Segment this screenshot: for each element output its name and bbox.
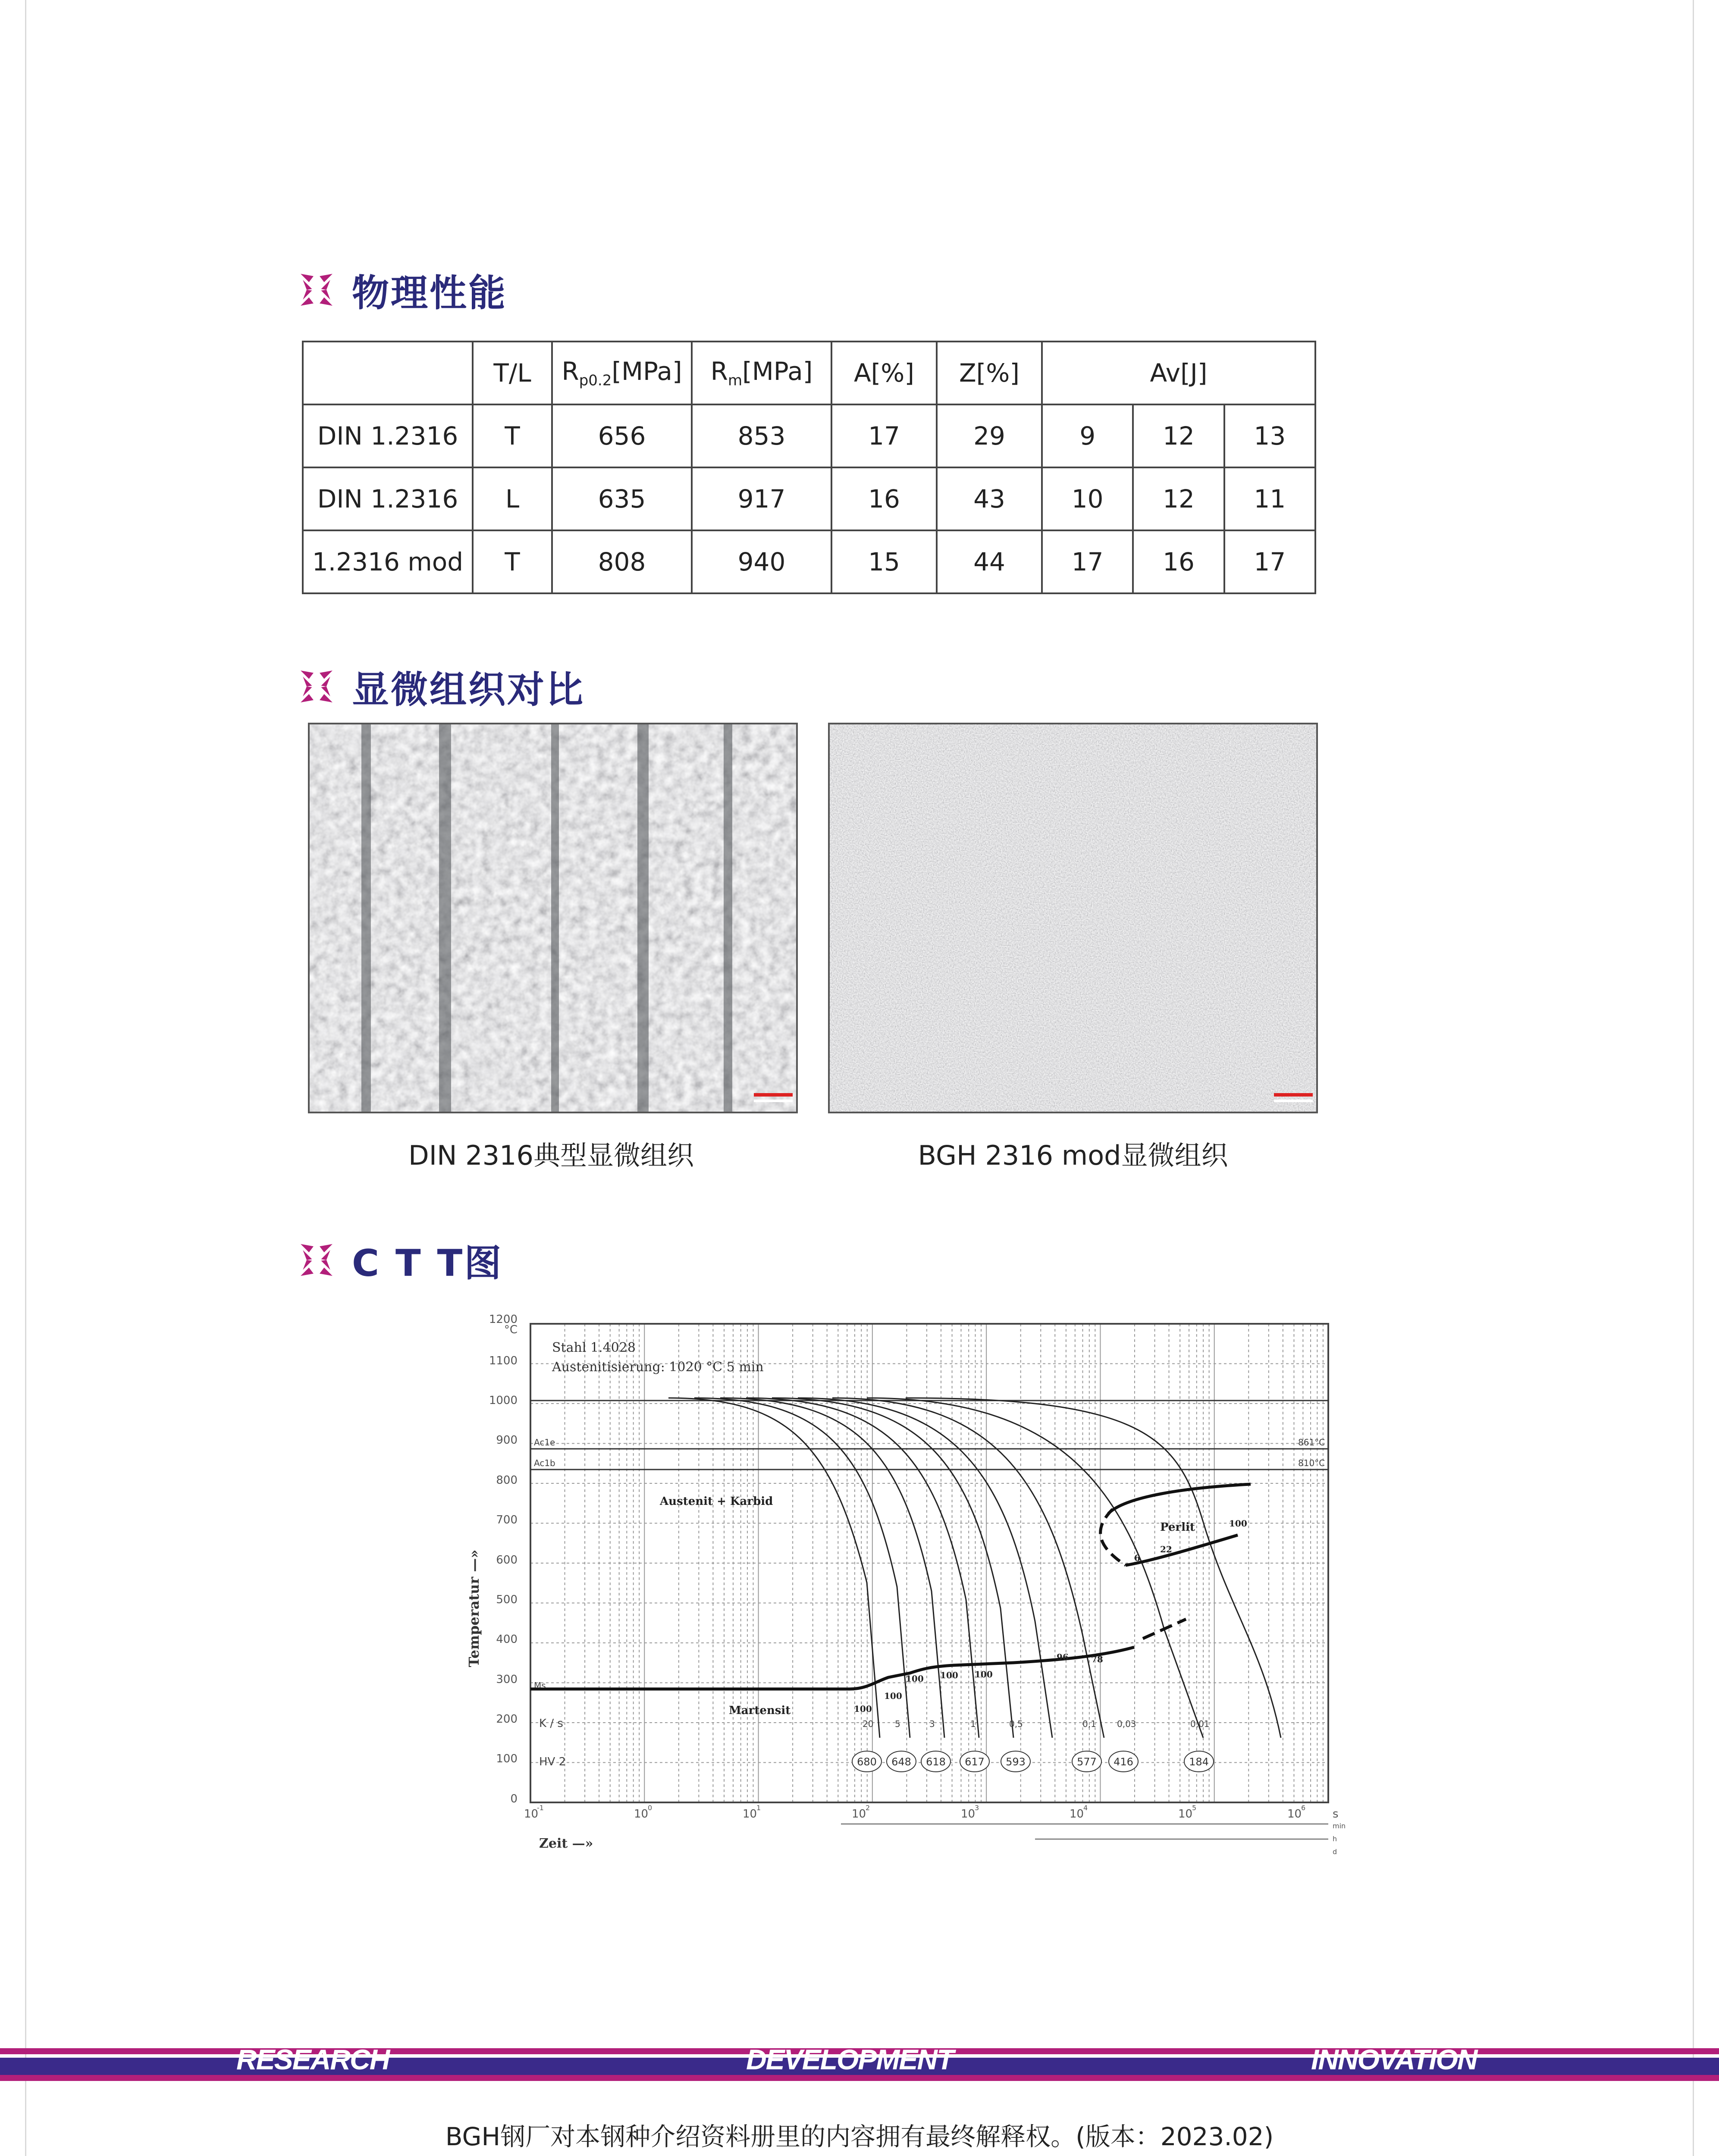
ytick: 400 <box>496 1633 518 1646</box>
table-cell: 17 <box>1224 530 1315 593</box>
hardness-value: 648 <box>891 1756 911 1768</box>
table-cell: 656 <box>552 404 692 467</box>
rate-label: 3 <box>929 1719 935 1729</box>
table-cell: 12 <box>1133 404 1224 467</box>
table-cell: L <box>473 467 552 530</box>
ctt-subtitle: Austenitisierung: 1020 °C 5 min <box>552 1360 764 1375</box>
rate-label: 20 <box>863 1719 874 1729</box>
band-label-development: DEVELOPMENT <box>746 2043 954 2075</box>
rate-label: 0,03 <box>1117 1719 1136 1729</box>
label-ac1e-temp: 861°C <box>1298 1437 1325 1448</box>
rate-label: 1 <box>970 1719 976 1729</box>
properties-table <box>302 341 1316 594</box>
band-label-research: RESEARCH <box>236 2043 389 2075</box>
cross-ornament-icon <box>298 271 336 309</box>
table-cell: 853 <box>692 404 831 467</box>
table-cell: 917 <box>692 467 831 530</box>
pct-label: 100 <box>854 1704 872 1714</box>
hardness-value: 184 <box>1189 1756 1209 1768</box>
svg-text:2: 2 <box>866 1804 870 1812</box>
svg-text:0: 0 <box>648 1804 652 1812</box>
table-header: $R_{p0.2}[MPa]$ <box>552 342 692 404</box>
table-cell: 1.2316 mod <box>303 530 473 593</box>
cross-ornament-icon <box>298 1241 336 1279</box>
bainite-dashed-line <box>1143 1619 1186 1639</box>
rate-label: 5 <box>895 1719 900 1729</box>
table-cell: DIN 1.2316 <box>303 467 473 530</box>
table-cell: 29 <box>937 404 1042 467</box>
pearlite-start-line <box>1108 1484 1251 1514</box>
pct-label: 78 <box>1091 1654 1103 1664</box>
section-ctt <box>298 1233 503 1287</box>
pct-label: 100 <box>906 1673 924 1684</box>
micrograph-din-2316 <box>308 723 798 1113</box>
pct-label: 100 <box>975 1669 993 1680</box>
ytick: 500 <box>496 1593 518 1606</box>
section-physical <box>298 263 507 317</box>
table-cell: 13 <box>1224 404 1315 467</box>
table-cell: 635 <box>552 467 692 530</box>
pct-label: 100 <box>1229 1518 1247 1529</box>
ytick: 800 <box>496 1474 518 1487</box>
ctt-title: Stahl 1.4028 <box>552 1340 636 1355</box>
section-microstructure <box>298 660 585 713</box>
pearlite-dashed-boundary <box>1101 1509 1126 1565</box>
x-axis <box>524 1804 1339 1821</box>
table-cell: 15 <box>831 530 937 593</box>
ytick-unit: °C <box>504 1323 518 1336</box>
x-unit-s: s <box>1333 1808 1339 1821</box>
section-title: 物理性能 <box>352 272 507 315</box>
table-header: Z[%] <box>937 342 1042 404</box>
hardness-value: 416 <box>1114 1756 1133 1768</box>
table-cell: 9 <box>1042 404 1133 467</box>
ytick: 700 <box>496 1514 518 1526</box>
svg-text:1: 1 <box>756 1804 761 1812</box>
label-ac1b-temp: 810°C <box>1298 1458 1325 1468</box>
pct-label: 100 <box>884 1691 902 1701</box>
table-cell: 808 <box>552 530 692 593</box>
caption-din-2316: DIN 2316典型显微组织 <box>408 1140 694 1171</box>
rate-label: 0,5 <box>1009 1719 1023 1729</box>
section-title: C T T图 <box>352 1242 503 1285</box>
table-header: $R_m[MPa]$ <box>692 342 831 404</box>
ytick: 1200 <box>489 1313 518 1326</box>
ctt-ylabel: Temperatur —» <box>466 1549 482 1667</box>
secondary-time-axes <box>841 1824 1328 1839</box>
svg-text:10: 10 <box>961 1808 976 1821</box>
label-ac1e: Ac1e <box>534 1437 555 1448</box>
pct-label: 96 <box>1057 1652 1069 1662</box>
x-unit-min: min <box>1333 1822 1346 1830</box>
band-label-innovation: INNOVATION <box>1311 2043 1477 2075</box>
table-cell: 44 <box>937 530 1042 593</box>
pct-label: 100 <box>940 1670 958 1680</box>
ytick: 200 <box>496 1713 518 1726</box>
ytick: 0 <box>510 1792 518 1805</box>
table-row <box>303 404 1315 467</box>
label-ms: Ms <box>534 1680 546 1691</box>
ytick: 900 <box>496 1434 518 1447</box>
ytick: 600 <box>496 1554 518 1567</box>
svg-text:10: 10 <box>524 1808 539 1821</box>
footer-note: BGH钢厂对本钢种介绍资料册里的内容拥有最终解释权。(版本：2023.02) <box>445 2122 1274 2151</box>
caption-bgh-2316-mod: BGH 2316 mod显微组织 <box>918 1140 1228 1171</box>
svg-text:3: 3 <box>975 1804 979 1812</box>
footer-band-bottom <box>0 2075 1719 2081</box>
ctt-diagram <box>453 1307 1350 1858</box>
pct-label: 6 <box>1134 1553 1140 1563</box>
label-hv: HV 2 <box>539 1755 566 1768</box>
x-unit-h: h <box>1333 1835 1337 1843</box>
rate-label: 0,01 <box>1190 1719 1210 1729</box>
svg-text:10: 10 <box>1070 1808 1084 1821</box>
micrograph-bgh-2316-mod <box>828 723 1318 1113</box>
ytick: 1000 <box>489 1394 518 1407</box>
table-cell: 940 <box>692 530 831 593</box>
label-ac1b: Ac1b <box>534 1458 555 1468</box>
svg-text:10: 10 <box>1287 1808 1302 1821</box>
section-title: 显微组织对比 <box>352 668 585 711</box>
table-cell: 17 <box>1042 530 1133 593</box>
table-cell: 11 <box>1224 467 1315 530</box>
svg-text:10: 10 <box>743 1808 757 1821</box>
svg-text:4: 4 <box>1083 1804 1088 1812</box>
region-martensite: Martensit <box>729 1704 791 1717</box>
table-cell: T <box>473 530 552 593</box>
svg-text:10: 10 <box>634 1808 649 1821</box>
table-cell <box>303 342 473 404</box>
ytick: 300 <box>496 1673 518 1686</box>
hardness-value: 593 <box>1006 1756 1026 1768</box>
svg-text:10: 10 <box>852 1808 866 1821</box>
table-cell: 43 <box>937 467 1042 530</box>
svg-text:5: 5 <box>1192 1804 1197 1812</box>
hardness-value: 617 <box>965 1756 985 1768</box>
svg-text:10: 10 <box>1178 1808 1193 1821</box>
region-austenite-carbide: Austenit + Karbid <box>660 1495 773 1508</box>
table-cell: 17 <box>831 404 937 467</box>
ytick: 100 <box>496 1752 518 1765</box>
ctt-grid <box>530 1324 1328 1802</box>
pct-label: 22 <box>1160 1544 1172 1554</box>
hardness-value: 618 <box>926 1756 946 1768</box>
ytick: 1100 <box>489 1354 518 1367</box>
table-row <box>303 530 1315 593</box>
x-unit-d: d <box>1333 1848 1337 1856</box>
hardness-value: 577 <box>1077 1756 1097 1768</box>
table-header: A[%] <box>831 342 937 404</box>
table-cell: DIN 1.2316 <box>303 404 473 467</box>
table-header: T/L <box>473 342 552 404</box>
label-rate: K / s <box>539 1717 563 1730</box>
ctt-xlabel: Zeit —» <box>539 1836 593 1851</box>
table-cell: T <box>473 404 552 467</box>
table-cell: 16 <box>831 467 937 530</box>
hardness-value: 680 <box>857 1756 877 1768</box>
table-cell: 10 <box>1042 467 1133 530</box>
table-header-row <box>303 342 1315 404</box>
cross-ornament-icon <box>298 667 336 705</box>
table-cell: 16 <box>1133 530 1224 593</box>
table-cell: 12 <box>1133 467 1224 530</box>
svg-text:6: 6 <box>1301 1804 1306 1812</box>
region-pearlite: Perlit <box>1160 1521 1195 1534</box>
table-row <box>303 467 1315 530</box>
rate-label: 0,1 <box>1082 1719 1096 1729</box>
pearlite-finish-line <box>1126 1535 1238 1565</box>
table-header: Av[J] <box>1042 342 1315 404</box>
svg-text:-1: -1 <box>537 1804 544 1812</box>
